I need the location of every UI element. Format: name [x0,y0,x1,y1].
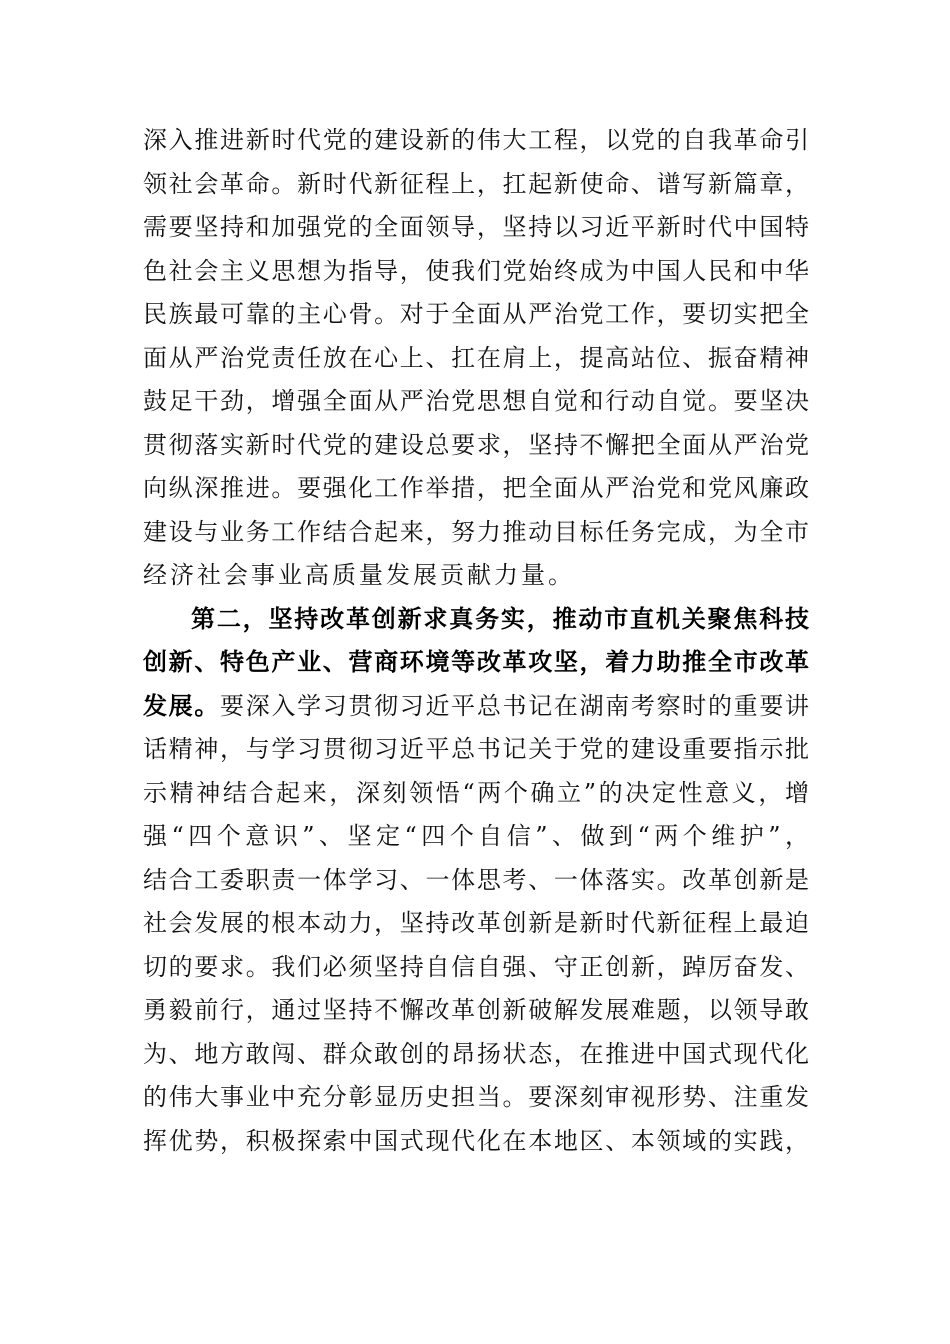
text-line: 社会发展的根本动力，坚持改革创新是新时代新征程上最迫 [143,909,809,937]
text-line: 需要坚持和加强党的全面领导，坚持以习近平新时代中国特 [143,213,809,241]
text-line [143,685,809,729]
text-line: 挥优势，积极探索中国式现代化在本地区、本领域的实践， [143,1126,809,1155]
text-line: 的伟大事业中充分彰显历史担当。要深刻审视形势、注重发 [143,1083,809,1111]
text-line: 色社会主义思想为指导，使我们党始终成为中国人民和中华 [143,256,809,285]
text-line: 面从严治党责任放在心上、扛在肩上，提高站位、振奋精神 [143,343,809,372]
text-line: 向纵深推进。要强化工作举措，把全面从严治党和党风廉政 [143,474,809,502]
text-line: 强“四个意识”、坚定“四个自信”、做到“两个维护”， [143,822,809,850]
text-line: 贯彻落实新时代党的建设总要求，坚持不懈把全面从严治党 [143,430,809,459]
text-line: 勇毅前行，通过坚持不懈改革创新破解发展难题，以领导敢 [143,996,809,1024]
section-heading-line: 创新、特色产业、营商环境等改革攻坚，着力助推全市改革 [143,648,809,676]
text-line: 话精神，与学习贯彻习近平总书记关于党的建设重要指示批 [143,735,809,763]
text-line: 示精神结合起来，深刻领悟“两个确立”的决定性意义，增 [143,778,809,807]
text-line: 经济社会事业高质量发展贡献力量。 [143,561,575,589]
text-line: 结合工委职责一体学习、一体思考、一体落实。改革创新是 [143,865,809,894]
text-line: 为、地方敢闯、群众敢创的昂扬状态，在推进中国式现代化 [143,1039,809,1068]
paragraph-2 [143,598,809,1164]
text-line: 深入推进新时代党的建设新的伟大工程，以党的自我革命引 [143,126,809,154]
section-heading-end: 发展。 [143,691,221,720]
text-line: 鼓足干劲，增强全面从严治党思想自觉和行动自觉。要坚决 [143,387,809,415]
paragraph-1 [143,119,809,598]
text-line: 领社会革命。新时代新征程上，扛起新使命、谱写新篇章， [143,169,809,198]
document-body [143,119,809,1163]
text-line: 切的要求。我们必须坚持自信自强、守正创新，踔厉奋发、 [143,952,809,981]
text-span: 要深入学习贯彻习近平总书记在湖南考察时的重要讲 [220,691,809,720]
text-line: 建设与业务工作结合起来，努力推动目标任务完成，为全市 [143,517,809,546]
section-heading-line: 第二，坚持改革创新求真务实，推动市直机关聚焦科技 [191,604,809,633]
text-line: 民族最可靠的主心骨。对于全面从严治党工作，要切实把全 [143,300,809,328]
